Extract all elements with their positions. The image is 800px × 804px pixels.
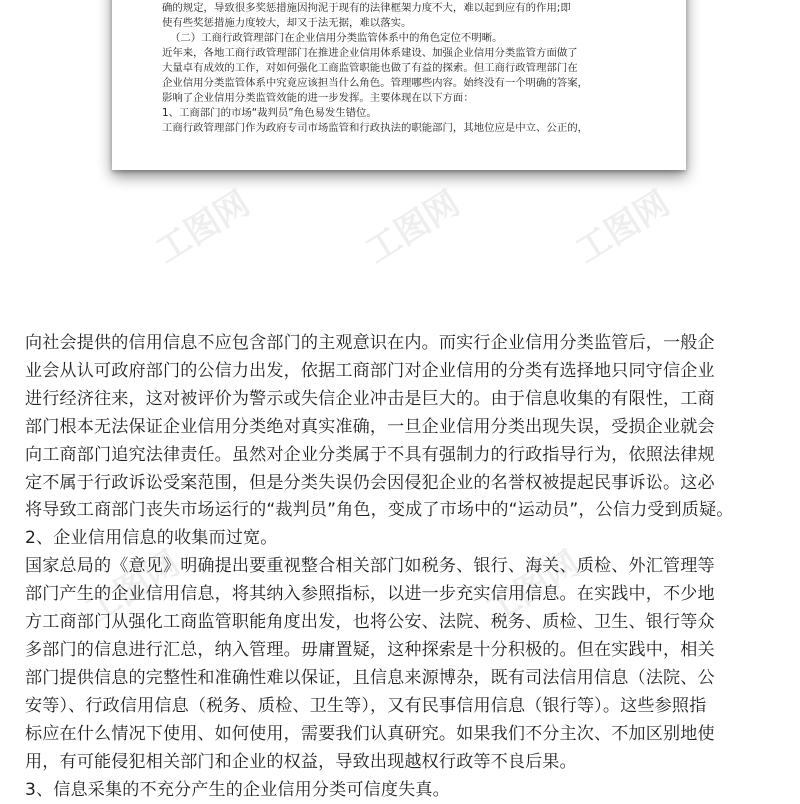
card-line: （二）工商行政管理部门在企业信用分类监管体系中的角色定位不明晰。 — [162, 31, 656, 46]
watermark: 工图网 — [565, 177, 677, 273]
body-line: 标应在什么情况下使用、如何使用，需要我们认真研究。如果我们不分主次、不加区别地使 — [25, 721, 783, 749]
watermark: 工图网 — [145, 177, 257, 273]
body-line: 部门提供信息的完整性和准确性难以保证，且信息来源博杂，既有司法信用信息（法院、公 — [25, 665, 783, 693]
card-line: 1、工商部门的市场“裁判员”角色易发生错位。 — [162, 106, 656, 121]
body-line: 用，有可能侵犯相关部门和企业的权益，导致出现越权行政等不良后果。 — [25, 749, 783, 777]
card-line: 确的规定，导致很多奖惩措施因拘泥于现有的法律框架力度不大，难以起到应有的作用;即 — [162, 1, 656, 16]
document-card-text — [162, 0, 656, 136]
body-line: 多部门的信息进行汇总，纳入管理。毋庸置疑，这种探索是十分积极的。但在实践中，相关 — [25, 637, 783, 665]
body-line: 向社会提供的信用信息不应包含部门的主观意识在内。而实行企业信用分类监管后，一般企 — [25, 330, 783, 358]
watermark: 工图网 — [355, 177, 467, 273]
body-line: 2、企业信用信息的收集而过宽。 — [25, 525, 783, 553]
body-line: 将导致工商部门丧失市场运行的“裁判员”角色，变成了市场中的“运动员”，公信力受到质疑。 — [25, 497, 783, 525]
body-line: 进行经济往来，这对被评价为警示或失信企业冲击是巨大的。由于信息收集的有限性，工商 — [25, 386, 783, 414]
body-line: 部门产生的企业信用信息，将其纳入参照指标，以进一步充实信用信息。在实践中，不少地 — [25, 581, 783, 609]
body-line: 部门根本无法保证企业信用分类绝对真实准确，一旦企业信用分类出现失误，受损企业就会 — [25, 414, 783, 442]
document-page-card — [112, 0, 686, 170]
card-line: 影响了企业信用分类监管效能的进一步发挥。主要体现在以下方面： — [162, 91, 656, 106]
body-line: 方工商部门从强化工商监管职能角度出发，也将公安、法院、税务、质检、卫生、银行等众 — [25, 609, 783, 637]
card-line: 大量卓有成效的工作，对如何强化工商监管职能也做了有益的探索。但工商行政管理部门在 — [162, 61, 656, 76]
card-line: 企业信用分类监管体系中究竟应该担当什么角色。管理哪些内容。始终没有一个明确的答案， — [162, 76, 656, 91]
card-line: 使有些奖惩措施力度较大，却又于法无据，难以落实。 — [162, 16, 656, 31]
body-line: 国家总局的《意见》明确提出要重视整合相关部门如税务、银行、海关、质检、外汇管理等 — [25, 553, 783, 581]
watermark: 工图网 — [475, 537, 587, 633]
card-line: 工商行政管理部门作为政府专司市场监管和行政执法的职能部门，其地位应是中立、公正的， — [162, 121, 656, 136]
body-line: 安等）、行政信用信息（税务、质检、卫生等），又有民事信用信息（银行等）。这些参照指 — [25, 693, 783, 721]
body-line: 3、信息采集的不充分产生的企业信用分类可信度失真。 — [25, 777, 783, 804]
body-line: 业会从认可政府部门的公信力出发，依据工商部门对企业信用的分类有选择地只同守信企业 — [25, 358, 783, 386]
body-line: 定不属于行政诉讼受案范围，但是分类失误仍会因侵犯企业的名誉权被提起民事诉讼。这必 — [25, 470, 783, 498]
body-text — [25, 330, 783, 804]
card-line: 近年来，各地工商行政管理部门在推进企业信用体系建设、加强企业信用分类监管方面做了 — [162, 46, 656, 61]
document-preview-area — [0, 0, 800, 330]
body-line: 向工商部门追究法律责任。虽然对企业分类属于不具有强制力的行政指导行为，依照法律规 — [25, 442, 783, 470]
watermark: 工图网 — [75, 537, 187, 633]
